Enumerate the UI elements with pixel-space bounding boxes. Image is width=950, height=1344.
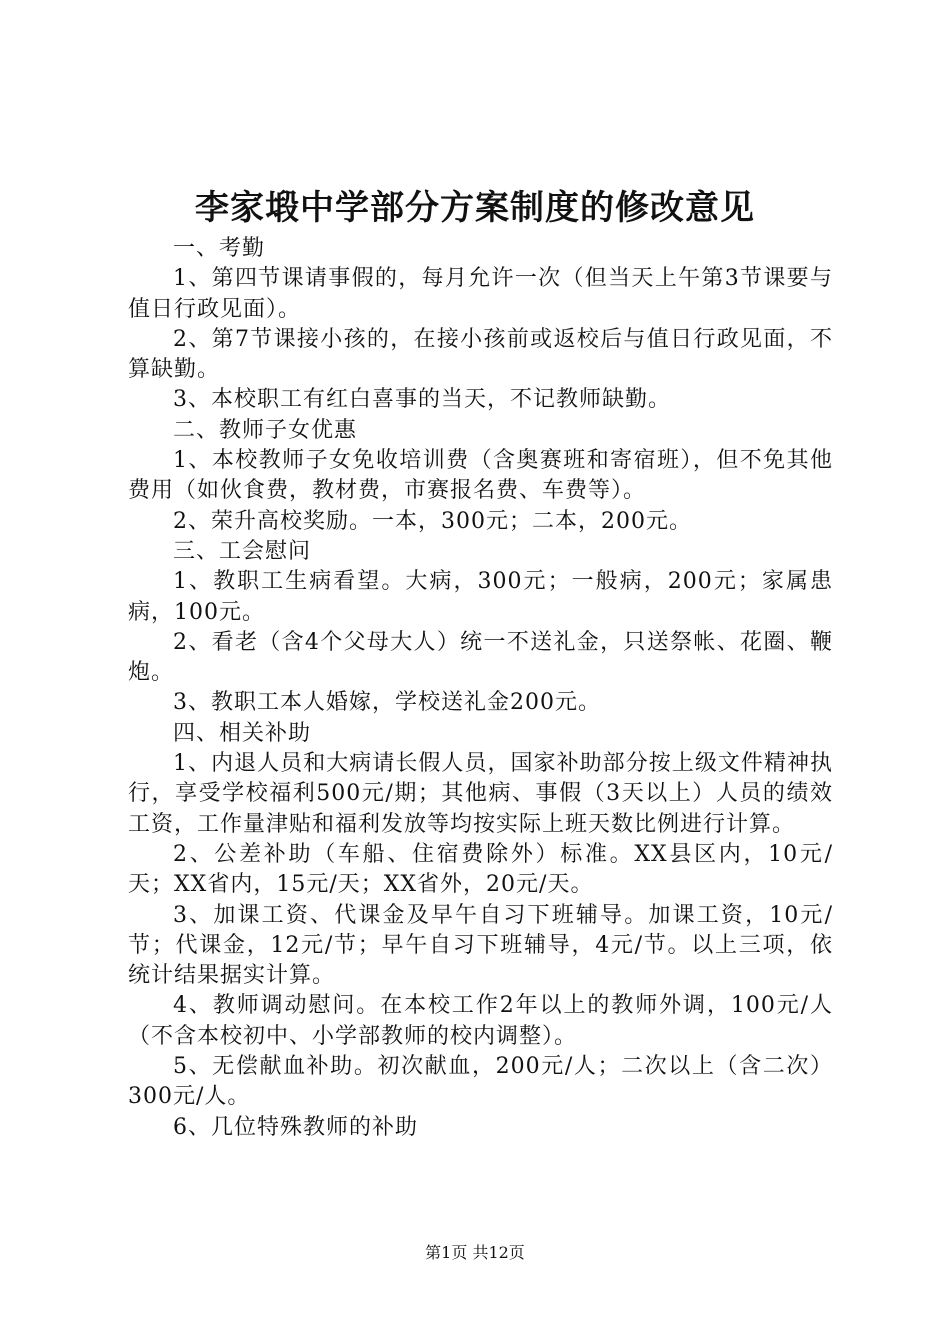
paragraph-item: 1、本校教师子女免收培训费（含奥赛班和寄宿班），但不免其他费用（如伙食费，教材费，市赛报名费、车费等）。 [128,448,833,504]
paragraph-item: 3、本校职工有红白喜事的当天，不记教师缺勤。 [173,387,671,413]
paragraph-item: 2、荣升高校奖励。一本，300元；二本，200元。 [173,508,692,534]
paragraph-item: 6、几位特殊教师的补助 [173,1114,418,1140]
section-heading-union-condolence: 三、工会慰问 [173,538,312,564]
section-heading-children-benefits: 二、教师子女优惠 [173,417,358,443]
paragraph-item: 1、第四节课请事假的，每月允许一次（但当天上午第3节课要与值日行政见面）。 [128,266,833,322]
page-footer: 第1页 共12页 [425,1243,525,1262]
paragraph-item: 1、内退人员和大病请长假人员，国家补助部分按上级文件精神执行，享受学校福利500元/期；其他病、事假（3天以上）人员的绩效工资，工作量津贴和福利发放等均按实际上班天数比例进行计算。 [128,751,833,837]
section-heading-subsidies: 四、相关补助 [173,720,312,746]
page-title: 李家塅中学部分方案制度的修改意见 [195,188,755,228]
paragraph-item: 4、教师调动慰问。在本校工作2年以上的教师外调，100元/人（不含本校初中、小学部教师的校内调整）。 [128,993,833,1049]
section-heading-attendance: 一、考勤 [173,236,266,261]
paragraph-item: 2、第7节课接小孩的，在接小孩前或返校后与值日行政见面，不算缺勤。 [128,326,833,383]
paragraph-item: 3、加课工资、代课金及早午自习下班辅导。加课工资，10元/节；代课金，12元/节；早午自习下班辅导，4元/节。以上三项，依统计结果据实计算。 [128,902,833,989]
paragraph-item: 1、教职工生病看望。大病，300元；一般病，200元；家属患病，100元。 [128,569,833,625]
paragraph-item: 3、教职工本人婚嫁，学校送礼金200元。 [173,690,601,716]
paragraph-item: 2、公差补助（车船、住宿费除外）标准。XX县区内，10元/天；XX省内，15元/天；XX省外，20元/天。 [128,841,833,898]
document-body [128,234,833,1143]
paragraph-item: 5、无偿献血补助。初次献血，200元/人；二次以上（含二次）300元/人。 [128,1054,833,1110]
paragraph-item: 2、看老（含4个父母大人）统一不送礼金，只送祭帐、花圈、鞭炮。 [128,629,833,686]
